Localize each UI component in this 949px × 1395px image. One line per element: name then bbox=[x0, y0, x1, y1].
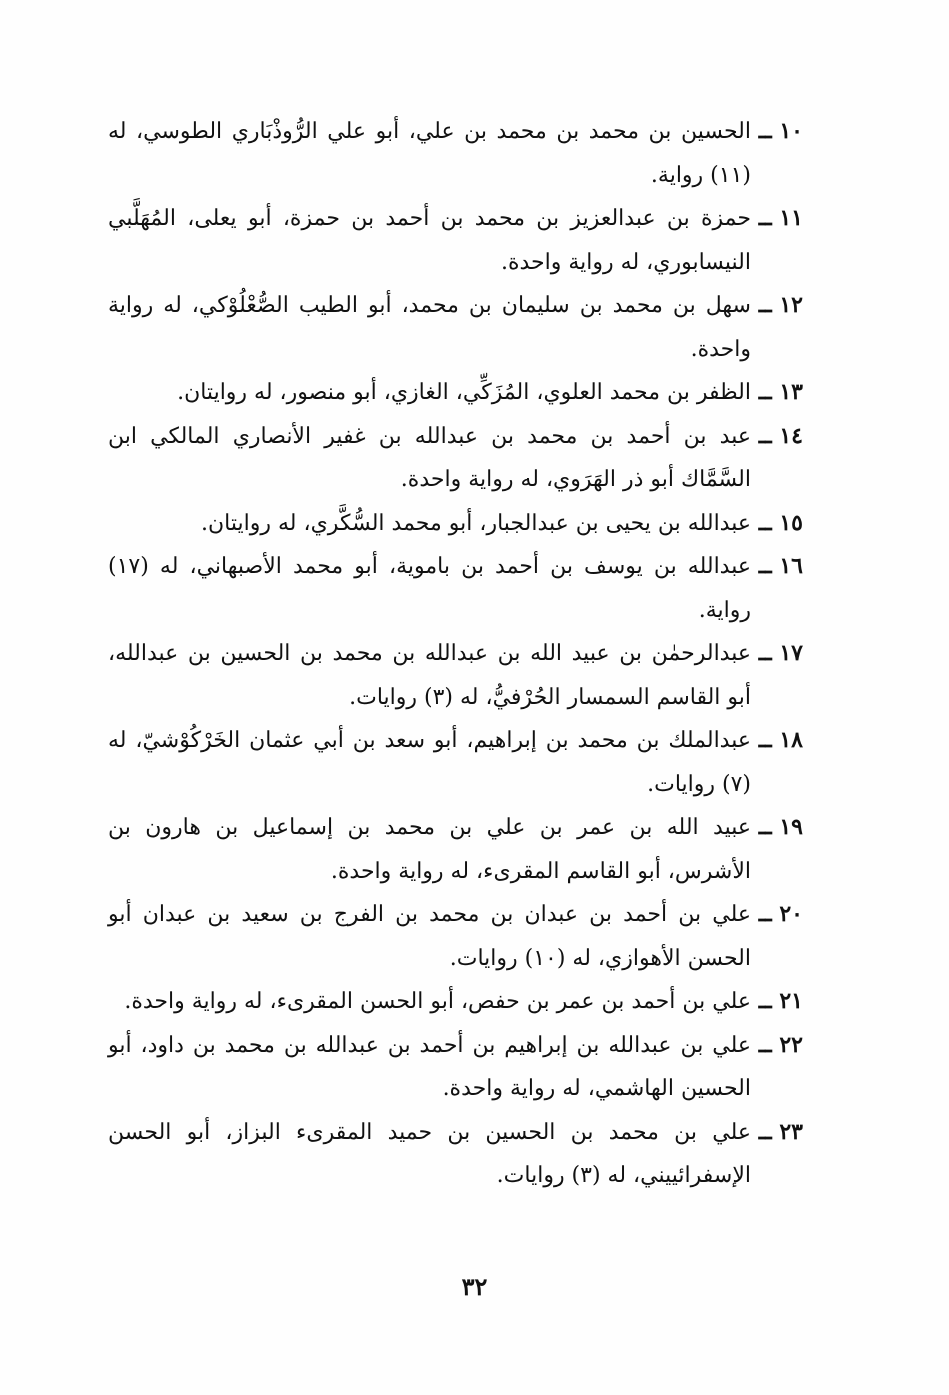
list-item bbox=[108, 1111, 803, 1198]
page-number: ٣٢ bbox=[461, 1272, 488, 1301]
entry-number-value: ١٨ bbox=[779, 727, 803, 753]
list-item bbox=[108, 197, 803, 284]
list-item bbox=[108, 719, 803, 806]
entry-text: الظفر بن محمد العلوي، المُزَكِّي، الغازي، أبو منصور، له روايتان. bbox=[177, 380, 751, 405]
entry-number-value: ١٠ bbox=[779, 118, 803, 144]
list-item bbox=[108, 371, 803, 415]
entry-text: علي بن عبدالله بن إبراهيم بن أحمد بن عبدالله بن محمد بن داود، أبو الحسين الهاشمي، له رواية واحدة. bbox=[108, 1032, 751, 1101]
list-item bbox=[108, 806, 803, 893]
entry-number-value: ١٤ bbox=[779, 422, 803, 449]
entry-dash: ــ bbox=[758, 1031, 772, 1058]
entry-dash: ــ bbox=[758, 727, 772, 753]
entry-number-value: ١٢ bbox=[779, 292, 803, 318]
entry-dash: ــ bbox=[758, 553, 772, 579]
entry-number bbox=[759, 284, 803, 328]
entry-number-value: ٢٢ bbox=[779, 1031, 803, 1058]
entry-text: عبدالله بن يوسف بن أحمد بن باموية، أبو محمد الأصبهاني، له (١٧) رواية. bbox=[108, 554, 751, 623]
entry-dash: ــ bbox=[758, 118, 772, 144]
entry-dash: ــ bbox=[758, 1118, 772, 1145]
entry-text: علي بن أحمد بن عبدان بن محمد بن الفرج بن سعيد بن عبدان أبو الحسن الأهوازي، له (١٠) روايات. bbox=[108, 902, 751, 971]
entry-number bbox=[759, 545, 803, 589]
entry-number-value: ١٩ bbox=[779, 814, 803, 840]
entry-text: حمزة بن عبدالعزيز بن محمد بن أحمد بن حمزة، أبو يعلى، المُهَلَّبي النيسابوري، له رواية واحدة. bbox=[108, 206, 751, 275]
entry-dash: ــ bbox=[758, 640, 772, 666]
entry-number-value: ٢٣ bbox=[779, 1118, 803, 1145]
entry-text: علي بن أحمد بن عمر بن حفص، أبو الحسن المقرىء، له رواية واحدة. bbox=[124, 989, 751, 1014]
entry-number-value: ٢٠ bbox=[779, 901, 803, 927]
entry-text: سهل بن محمد بن سليمان بن محمد، أبو الطيب الصُّعْلُوْكي، له رواية واحدة. bbox=[108, 293, 751, 362]
list-item bbox=[108, 502, 803, 546]
entry-dash: ــ bbox=[758, 509, 772, 536]
entry-number-value: ١٧ bbox=[779, 640, 803, 666]
entry-number bbox=[759, 110, 803, 154]
entry-number bbox=[759, 806, 803, 850]
entries-list bbox=[108, 110, 803, 1198]
entry-number bbox=[759, 415, 803, 459]
entry-number-value: ١٦ bbox=[779, 553, 803, 579]
list-item bbox=[108, 110, 803, 197]
entry-dash: ــ bbox=[758, 901, 772, 927]
list-item bbox=[108, 632, 803, 719]
entry-number bbox=[759, 502, 803, 546]
entry-text: عبد بن أحمد بن محمد بن عبدالله بن غفير الأنصاري المالكي ابن السَّمَّاك أبو ذر الهَرَوي، له رواية واحدة. bbox=[108, 423, 751, 492]
entry-number-value: ٢١ bbox=[779, 988, 803, 1014]
entry-number bbox=[759, 1111, 803, 1155]
entry-number bbox=[759, 632, 803, 676]
entry-text: عبدالله بن يحيى بن عبدالجبار، أبو محمد السُّكَّري، له روايتان. bbox=[201, 510, 751, 536]
entry-number bbox=[759, 980, 803, 1024]
entry-text: الحسين بن محمد بن محمد بن علي، أبو علي الرُّوذْبَاري الطوسي، له (١١) رواية. bbox=[108, 119, 751, 188]
entry-text: علي بن محمد بن الحسين بن حميد المقرىء البزاز، أبو الحسن الإسفرائييني، له (٣) روايات. bbox=[108, 1119, 751, 1188]
list-item bbox=[108, 1024, 803, 1111]
entry-dash: ــ bbox=[758, 205, 772, 231]
entry-dash: ــ bbox=[758, 292, 772, 318]
entry-text: عبيد الله بن عمر بن علي بن محمد بن إسماعيل بن هارون بن الأشرس، أبو القاسم المقرىء، له رواية واحدة. bbox=[108, 815, 751, 884]
entry-number bbox=[759, 719, 803, 763]
entry-number bbox=[759, 1024, 803, 1068]
list-item bbox=[108, 415, 803, 502]
list-item bbox=[108, 545, 803, 632]
entry-number bbox=[759, 197, 803, 241]
list-item bbox=[108, 284, 803, 371]
entry-dash: ــ bbox=[758, 988, 772, 1014]
list-item bbox=[108, 980, 803, 1024]
list-item bbox=[108, 893, 803, 980]
entry-number-value: ١١ bbox=[779, 205, 803, 231]
entry-number bbox=[759, 893, 803, 937]
entry-number-value: ١٣ bbox=[779, 379, 803, 405]
entry-dash: ــ bbox=[758, 422, 772, 449]
entry-dash: ــ bbox=[758, 379, 772, 405]
entry-text: عبدالملك بن محمد بن إبراهيم، أبو سعد بن أبي عثمان الخَرْكُوْشيّ، له (٧) روايات. bbox=[108, 728, 751, 797]
entry-number bbox=[759, 371, 803, 415]
entry-text: عبدالرحمٰن بن عبيد الله بن عبدالله بن محمد بن الحسين بن عبدالله، أبو القاسم السمسار الحُرْفيُّ، له (٣) روايات. bbox=[108, 641, 751, 710]
entry-dash: ــ bbox=[758, 814, 772, 840]
entry-number-value: ١٥ bbox=[779, 509, 803, 536]
